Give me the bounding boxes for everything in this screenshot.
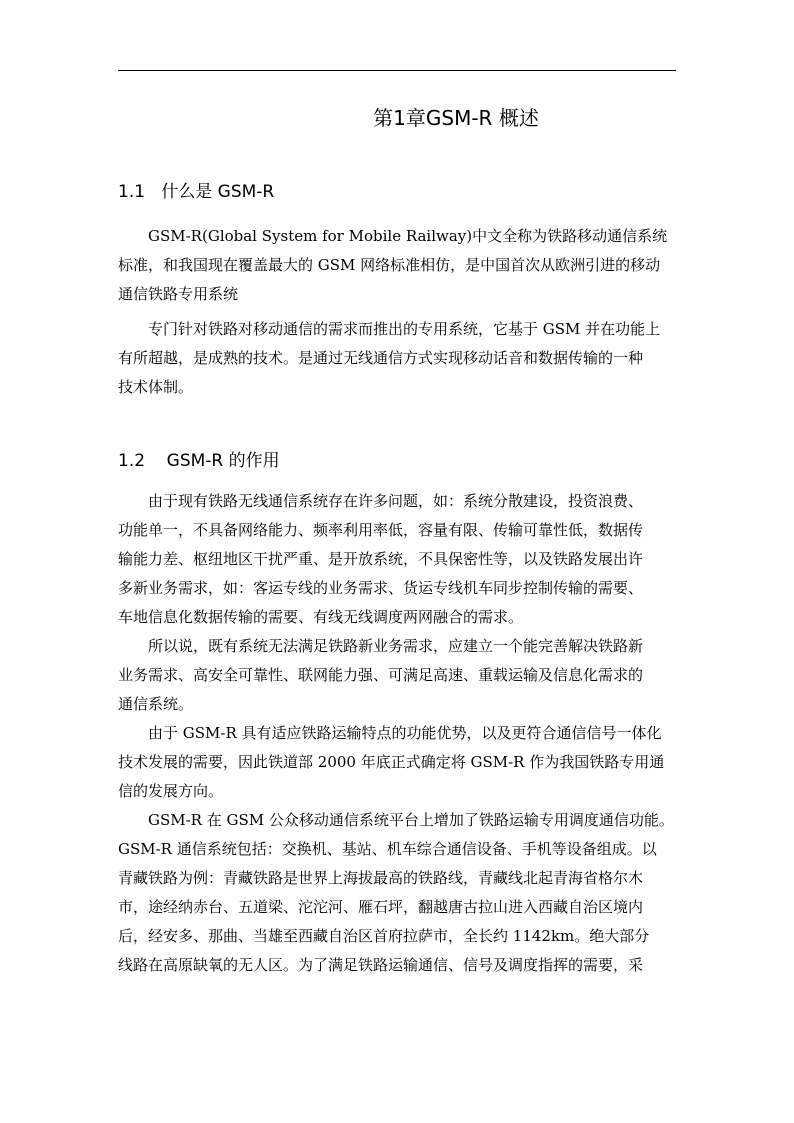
paragraph-line: 技术发展的需要，因此铁道部 2000 年底正式确定将 GSM-R 作为我国铁路专用通 xyxy=(118,753,665,771)
header-rule xyxy=(118,70,676,71)
paragraph-line: GSM-R 在 GSM 公众移动通信系统平台上增加了铁路运输专用调度通信功能。 xyxy=(148,811,674,829)
paragraph xyxy=(118,806,676,980)
paragraph-line: GSM-R(Global System for Mobile Railway)中文全称为铁路移动通信系统 xyxy=(148,227,668,245)
paragraph xyxy=(118,719,676,806)
paragraph xyxy=(118,222,676,309)
paragraph-line: 通信系统。 xyxy=(118,695,194,713)
paragraph-line: 多新业务需求，如：客运专线的业务需求、货运专线机车同步控制传输的需要、 xyxy=(118,579,644,597)
paragraph xyxy=(118,315,676,402)
paragraph xyxy=(118,487,676,632)
paragraph-line: 青藏铁路为例：青藏铁路是世界上海拔最高的铁路线，青藏线北起青海省格尔木 xyxy=(118,869,644,887)
paragraph-line: GSM-R 通信系统包括：交换机、基站、机车综合通信设备、手机等设备组成。以 xyxy=(118,840,657,858)
paragraph-line: 标准，和我国现在覆盖最大的 GSM 网络标准相仿，是中国首次从欧洲引进的移动 xyxy=(118,256,661,274)
paragraph-line: 市，途经纳赤台、五道梁、沱沱河、雁石坪，翻越唐古拉山进入西藏自治区境内 xyxy=(118,898,644,916)
paragraph-line: 信的发展方向。 xyxy=(118,782,224,800)
paragraph-line: 专门针对铁路对移动通信的需求而推出的专用系统，它基于 GSM 并在功能上 xyxy=(148,320,661,338)
paragraph-line: 业务需求、高安全可靠性、联网能力强、可满足高速、重载运输及信息化需求的 xyxy=(118,666,644,684)
paragraph xyxy=(118,632,676,719)
section-title-1-2: 1.2 GSM-R 的作用 xyxy=(118,451,280,471)
paragraph-line: 输能力差、枢纽地区干扰严重、是开放系统，不具保密性等，以及铁路发展出许 xyxy=(118,550,644,568)
section-title-1-1: 1.1 什么是 GSM-R xyxy=(118,182,275,202)
paragraph-line: 车地信息化数据传输的需要、有线无线调度两网融合的需求。 xyxy=(118,608,524,626)
paragraph-line: 由于 GSM-R 具有适应铁路运输特点的功能优势，以及更符合通信信号一体化 xyxy=(148,724,662,742)
paragraph-line: 功能单一，不具备网络能力、频率利用率低，容量有限、传输可靠性低，数据传 xyxy=(118,521,644,539)
paragraph-line: 通信铁路专用系统 xyxy=(118,285,239,303)
paragraph-line: 所以说，既有系统无法满足铁路新业务需求，应建立一个能完善解决铁路新 xyxy=(148,637,644,655)
paragraph-line: 线路在高原缺氧的无人区。为了满足铁路运输通信、信号及调度指挥的需要，采 xyxy=(118,956,644,974)
paragraph-line: 由于现有铁路无线通信系统存在许多问题，如：系统分散建设，投资浪费、 xyxy=(148,492,644,510)
paragraph-line: 有所超越，是成熟的技术。是通过无线通信方式实现移动话音和数据传输的一种 xyxy=(118,349,644,367)
paragraph-line: 技术体制。 xyxy=(118,378,194,396)
chapter-title: 第1章GSM-R 概述 xyxy=(373,106,539,130)
paragraph-line: 后，经安多、那曲、当雄至西藏自治区首府拉萨市，全长约 1142km。绝大部分 xyxy=(118,927,650,945)
